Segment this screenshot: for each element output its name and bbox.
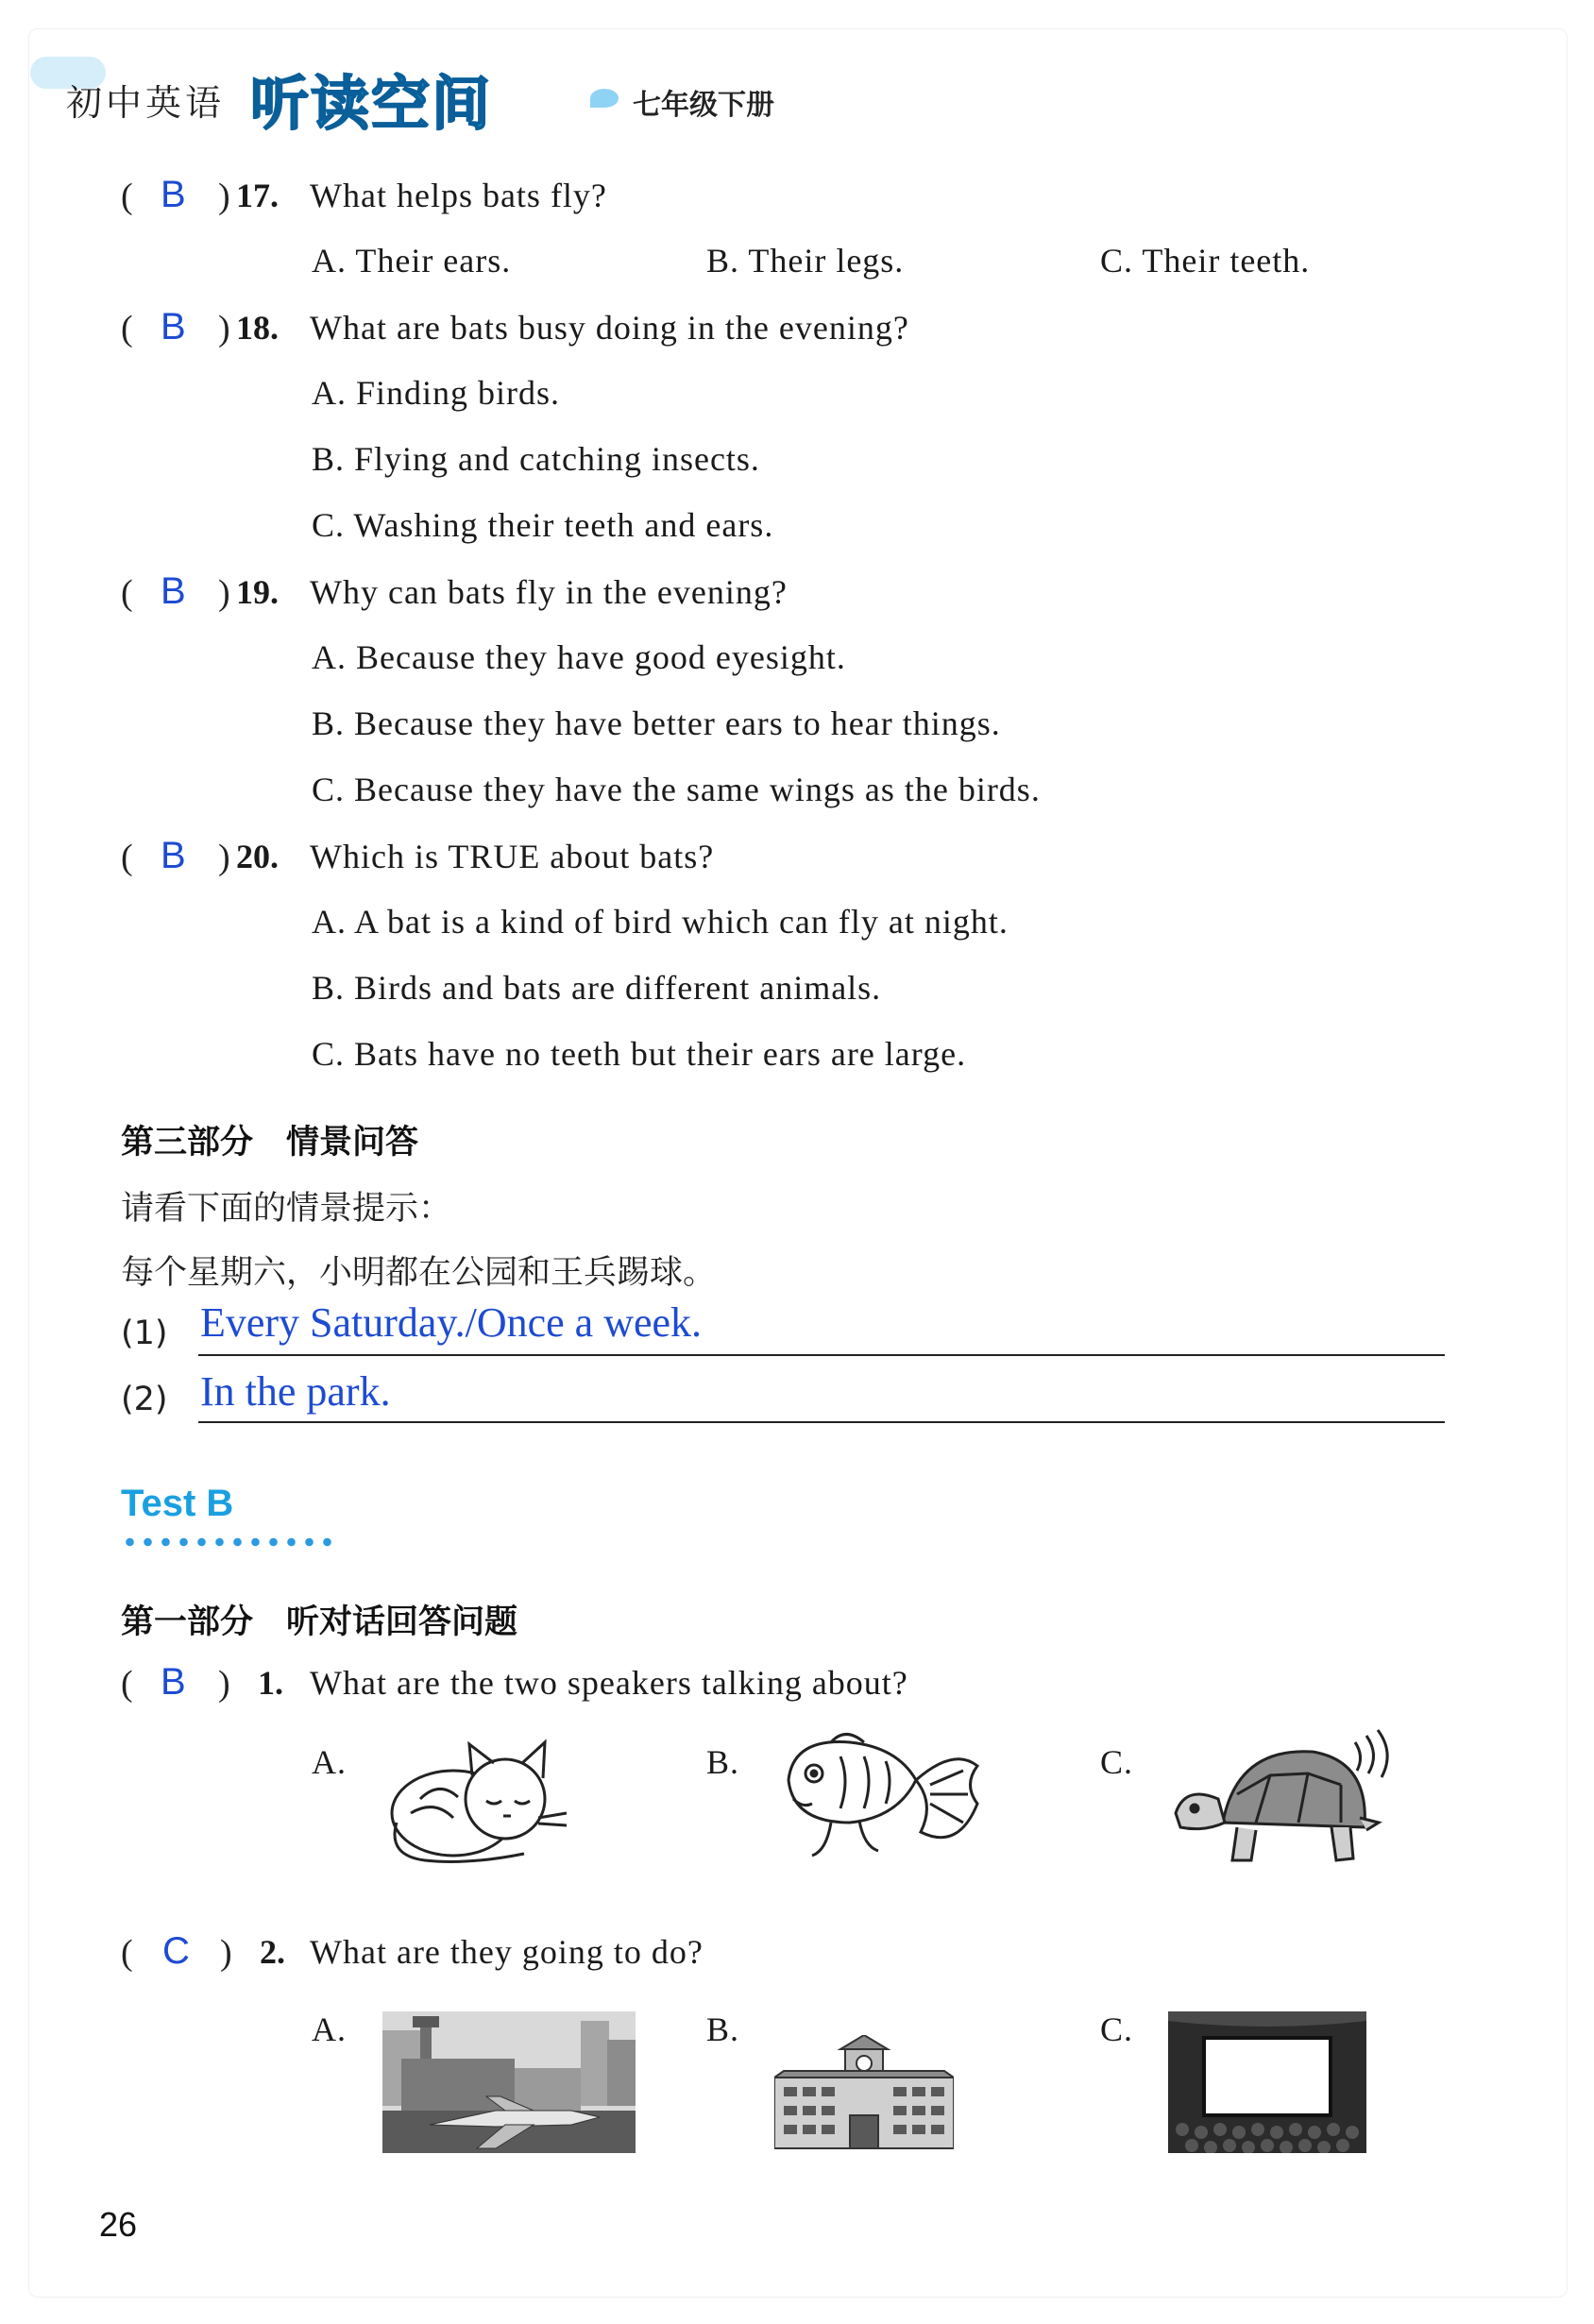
- test-b-title: Test B: [121, 1483, 234, 1524]
- option-a: A.: [312, 1743, 347, 1781]
- question-text: What are they going to do?: [310, 1933, 704, 1971]
- turtle-picture: [1166, 1728, 1398, 1889]
- option-a: A. Because they have good eyesight.: [312, 638, 846, 676]
- option-c: C.: [1100, 2010, 1134, 2048]
- answer-text-2: In the park.: [200, 1368, 391, 1415]
- leaf-icon: [590, 89, 619, 108]
- answer-letter: B: [161, 835, 186, 876]
- option-a: A.: [312, 2010, 347, 2048]
- series-title: 初中英语: [66, 82, 226, 124]
- answer-letter: C: [162, 1930, 190, 1972]
- open-paren: (: [121, 1933, 133, 1973]
- open-paren: (: [121, 309, 133, 348]
- question-number: 17.: [236, 177, 279, 214]
- answer-line-2: [198, 1421, 1445, 1423]
- question-text: What are the two speakers talking about?: [310, 1664, 908, 1702]
- option-c: C.: [1100, 1743, 1134, 1781]
- answer-letter: B: [161, 306, 186, 348]
- open-paren: (: [121, 177, 133, 216]
- prompt-label: 请看下面的情景提示：: [121, 1190, 452, 1228]
- close-paren: ): [220, 1933, 232, 1973]
- option-a: A. A bat is a kind of bird which can fly at night.: [312, 903, 1009, 941]
- option-b: B. Because they have better ears to hear things.: [312, 704, 1001, 742]
- answer-letter: B: [161, 570, 186, 612]
- answer-label-2: (2): [121, 1381, 168, 1418]
- close-paren: ): [218, 838, 230, 877]
- close-paren: ): [218, 1664, 230, 1704]
- question-text: Which is TRUE about bats?: [310, 838, 715, 875]
- question-number: 1.: [258, 1664, 283, 1702]
- dotted-divider: [121, 1537, 338, 1547]
- brand-logo: 听读空间: [250, 69, 493, 138]
- goldfish-picture: [774, 1728, 987, 1870]
- question-text: What helps bats fly?: [310, 177, 607, 214]
- answer-label-1: (1): [121, 1315, 168, 1352]
- answer-letter: B: [161, 174, 186, 215]
- option-b: B. Flying and catching insects.: [312, 440, 760, 478]
- option-b: B. Their legs.: [706, 242, 905, 280]
- answer-line-1: [198, 1354, 1445, 1356]
- scenario-text: 每个星期六，小明都在公园和王兵踢球。: [121, 1254, 717, 1292]
- page-header: [66, 57, 1010, 142]
- option-b: B.: [706, 1743, 740, 1781]
- option-b: B. Birds and bats are different animals.: [312, 969, 882, 1007]
- question-text: What are bats busy doing in the evening?: [310, 309, 909, 347]
- cinema-screen-picture: [1168, 2011, 1366, 2153]
- question-number: 20.: [236, 838, 279, 875]
- option-c: C. Because they have the same wings as the birds.: [312, 771, 1041, 808]
- section-title-part1: 第一部分 听对话回答问题: [121, 1603, 518, 1641]
- close-paren: ): [218, 573, 230, 613]
- open-paren: (: [121, 573, 133, 613]
- page-number: 26: [99, 2205, 138, 2244]
- open-paren: (: [121, 1664, 133, 1704]
- answer-letter: B: [161, 1661, 186, 1703]
- question-number: 19.: [236, 573, 279, 611]
- question-number: 2.: [260, 1933, 285, 1971]
- option-c: C. Bats have no teeth but their ears are large.: [312, 1035, 967, 1073]
- option-c: C. Washing their teeth and ears.: [312, 506, 774, 544]
- section-title-part3: 第三部分 情景问答: [121, 1124, 419, 1162]
- question-number: 18.: [236, 309, 279, 347]
- answer-text-1: Every Saturday./Once a week.: [200, 1299, 703, 1346]
- school-building-picture: [774, 2035, 954, 2153]
- option-a: A. Finding birds.: [312, 374, 561, 412]
- grade-label: 七年级下册: [633, 89, 774, 122]
- open-paren: (: [121, 838, 133, 877]
- cat-picture: [382, 1733, 571, 1874]
- close-paren: ): [218, 309, 230, 348]
- option-c: C. Their teeth.: [1100, 242, 1311, 280]
- airport-picture: [382, 2011, 636, 2153]
- option-a: A. Their ears.: [312, 242, 512, 280]
- question-text: Why can bats fly in the evening?: [310, 573, 788, 611]
- close-paren: ): [218, 177, 230, 216]
- option-b: B.: [706, 2010, 740, 2048]
